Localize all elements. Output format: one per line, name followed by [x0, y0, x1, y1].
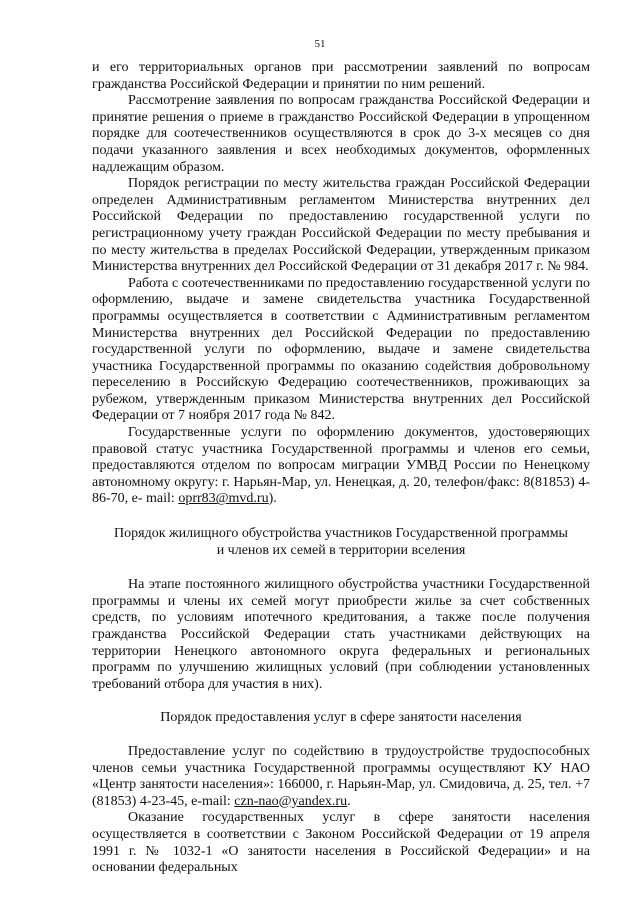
paragraph-migration-office: [92, 425, 590, 508]
email-link-mvd[interactable]: oprr83@mvd.ru: [178, 491, 269, 507]
migration-office-tail: ).: [268, 491, 277, 507]
section-heading-employment: Порядок предоставления услуг в сфере занятости населения: [160, 710, 522, 726]
employment-center-tail: .: [347, 793, 351, 809]
paragraph-citizenship-organs: и его территориальных органов при рассмотрении заявлений по вопросам гражданства Российской Федерации и принятии по ним решений.: [92, 60, 590, 92]
employment-center-text: Предоставление услуг по содействию в трудоустройстве трудоспособных членов семьи участника Государственной программы осуществляют КУ НАО «Центр занятости населения»: 166000, г. Нарьян-Мар, ул. Смидовича, д. 25, тел. +7 (81853) 4-23-45, e-mail:: [92, 743, 590, 809]
paragraph-registration: Порядок регистрации по месту жительства граждан Российской Федерации определен Административным регламентом Министерства внутренних дел Российской Федерации по предоставлению государственной услуги по регистрационному учету граждан Российской Федерации по месту пребывания и по месту жительства в пределах Российской Федерации, утвержденным приказом Министерства внутренних дел Российской Федерации от 31 декабря 2017 г. № 984.: [92, 176, 590, 275]
migration-office-text: Государственные услуги по оформлению документов, удостоверяющих правовой статус участника Государственной программы и членов его семьи, предоставляются отделом по вопросам миграции УМВД России по Ненецкому автономному округу: г. Нарьян-Мар, ул. Ненецкая, д. 20, телефон/факс: 8(81853) 4-86-70, е- mail:: [92, 425, 590, 507]
paragraph-employment-law: Оказание государственных услуг в сфере занятости населения осуществляется в соответствии с Законом Российской Федерации от 19 апреля 1991 г. № 1032-1 «О занятости населения в Российской Федерации» и на основании федеральных: [92, 810, 590, 876]
page-body: [92, 60, 590, 877]
section-heading-housing: [92, 526, 590, 559]
housing-heading-line1: Порядок жилищного обустройства участников Государственной программы: [114, 526, 568, 542]
email-link-czn[interactable]: czn-nao@yandex.ru: [234, 793, 348, 809]
paragraph-employment-center: [92, 744, 590, 810]
paragraph-certificate: Работа с соотечественниками по предоставлению государственной услуги по оформлению, выдаче и замене свидетельства участника Государственной программы осуществляется в соответствии с Административным регламентом Министерства внутренних дел Российской Федерации по предоставлению государственной услуги по оформлению, выдаче и замене свидетельства участника Государственной программы по оказанию содействия добровольному переселению в Российскую Федерацию соотечественников, проживающих за рубежом, утвержденным приказом Министерства внутренних дел Российской Федерации от 7 ноября 2017 года № 842.: [92, 275, 590, 424]
housing-heading-line2: и членов их семей в территории вселения: [216, 542, 466, 558]
paragraph-citizenship-review: Рассмотрение заявления по вопросам гражданства Российской Федерации и принятие решения о приеме в гражданство Российской Федерации в упрощенном порядке для соотечественников осуществляются в срок до 3-х месяцев со дня подачи указанного заявления и всех необходимых документов, оформленных надлежащим образом.: [92, 93, 590, 175]
page-number: 51: [314, 38, 326, 50]
paragraph-housing: На этапе постоянного жилищного обустройства участники Государственной программы и члены их семей могут приобрести жилье за счет собственных средств, по условиям ипотечного кредитования, а также после получения гражданства Российской Федерации стать участниками действующих на территории Ненецкого автономного округа федеральных и региональных программ по улучшению жилищных условий (при соблюдении установленных требований отбора для участия в них).: [92, 577, 590, 692]
